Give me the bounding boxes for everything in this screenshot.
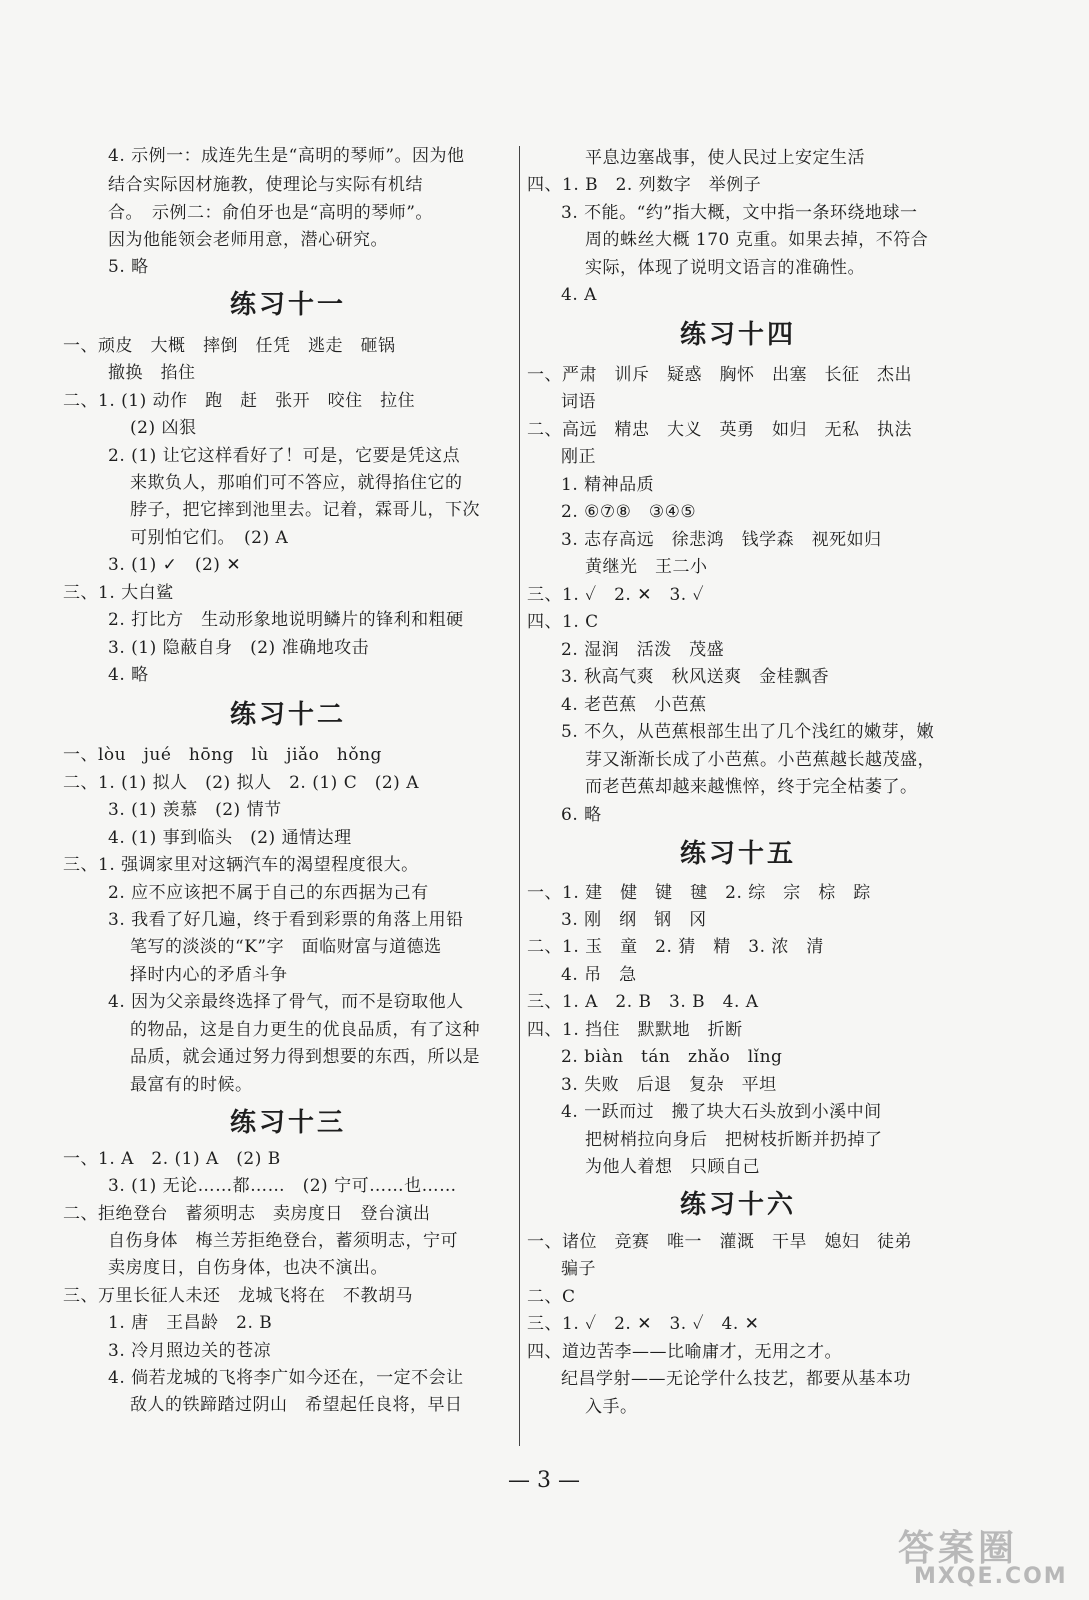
text-line: 3. (1) 无论……都…… (2) 宁可……也…… [108,1176,457,1196]
text-line: 刚正 [561,447,596,467]
text-line: 撤换 掐住 [108,363,196,383]
text-line: 而老芭蕉却越来越憔悴，终于完全枯萎了。 [585,777,918,797]
text-line: 平息边塞战事，使人民过上安定生活 [585,148,865,168]
section-heading: 练习十四 [680,320,797,350]
text-line: 黄继光 王二小 [585,557,708,577]
text-line: 4. 吊 急 [561,965,637,985]
text-line: 4. 老芭蕉 小芭蕉 [561,695,707,715]
text-line: 可别怕它们。 (2) A [130,528,289,548]
text-line: 6. 略 [561,805,602,825]
text-line: 二、1. (1) 拟人 (2) 拟人 2. (1) C (2) A [63,773,419,793]
text-line: 2. (1) 让它这样看好了！可是，它要是凭这点 [108,446,461,466]
text-line: 二、1. (1) 动作 跑 赶 张开 咬住 拉住 [63,391,416,411]
text-line: 二、1. 玉 童 2. 猜 精 3. 浓 清 [527,937,824,957]
text-line: 的物品，这是自力更生的优良品质，有了这种 [130,1020,480,1040]
text-line: 二、C [527,1287,576,1307]
section-heading: 练习十一 [230,290,347,320]
text-line: 实际，体现了说明文语言的准确性。 [585,258,865,278]
text-line: 3. 刚 纲 钢 冈 [561,910,707,930]
text-line: 4. (1) 事到临头 (2) 通情达理 [108,828,352,848]
text-line: 2. biàn tán zhǎo lǐng [561,1047,783,1067]
text-line: 一、严肃 训斥 疑惑 胸怀 出塞 长征 杰出 [527,365,912,385]
text-line: 最富有的时候。 [130,1075,253,1095]
text-line: 三、1. ✓ 2. ✕ 3. ✓ 4. ✕ [527,1314,760,1334]
text-line: 笔写的淡淡的“K”字 面临财富与道德选 [130,937,442,957]
page-number: — 3 — [508,1468,580,1493]
text-line: 3. 冷月照边关的苍凉 [108,1341,272,1361]
watermark-text: 答案圈 [898,1528,1019,1569]
text-line: 3. 我看了好几遍，终于看到彩票的角落上用铅 [108,910,464,930]
text-line: 2. 应不应该把不属于自己的东西据为己有 [108,883,429,903]
text-line: 来欺负人，那咱们可不答应，就得掐住它的 [130,473,463,493]
watermark-domain: MXQE.COM [914,1564,1068,1589]
text-line: 三、1. A 2. B 3. B 4. A [527,992,759,1012]
watermark-logo [888,1520,1083,1594]
text-line: 3. (1) 隐蔽自身 (2) 准确地攻击 [108,638,370,658]
text-line: 三、1. 强调家里对这辆汽车的渴望程度很大。 [63,855,419,875]
text-line: 结合实际因材施教，使理论与实际有机结 [108,175,423,195]
text-line: 入手。 [585,1397,638,1417]
text-line: 三、万里长征人未还 龙城飞将在 不教胡马 [63,1286,413,1306]
text-line: 3. 失败 后退 复杂 平坦 [561,1075,777,1095]
text-line: 2. 湿润 活泼 茂盛 [561,640,725,660]
section-heading: 练习十六 [680,1190,797,1220]
text-line: 2. ⑥⑦⑧ ③④⑤ [561,502,697,522]
text-line: 一、1. A 2. (1) A (2) B [63,1149,281,1169]
text-line: 四、1. B 2. 列数字 举例子 [527,175,762,195]
text-line: 四、1. 挡住 默默地 折断 [527,1020,743,1040]
text-line: 5. 略 [108,257,149,277]
text-line: 为他人着想 只顾自己 [585,1157,760,1177]
text-line: 1. 唐 王昌龄 2. B [108,1313,273,1333]
section-heading: 练习十二 [230,700,347,730]
text-line: 二、高远 精忠 大义 英勇 如归 无私 执法 [527,420,912,440]
text-line: 因为他能领会老师用意，潜心研究。 [108,230,388,250]
text-line: 脖子，把它摔到池里去。记着，霖哥儿，下次 [130,500,480,520]
text-line: 一、lòu jué hōng lù jiǎo hǒng [63,745,382,765]
text-line: 4. 倘若龙城的飞将李广如今还在，一定不会让 [108,1368,464,1388]
text-line: 3. 志存高远 徐悲鸿 钱学森 视死如归 [561,530,882,550]
text-line: 1. 精神品质 [561,475,655,495]
text-line: 纪昌学射——无论学什么技艺，都要从基本功 [561,1369,911,1389]
section-heading: 练习十五 [680,839,797,869]
text-line: 合。 示例二：俞伯牙也是“高明的琴师”。 [108,203,433,223]
text-line: 三、1. 大白鲨 [63,583,174,603]
text-line: 词语 [561,392,596,412]
text-line: 卖房度日，自伤身体，也决不演出。 [108,1258,388,1278]
text-line: 四、1. C [527,612,599,632]
text-line: 把树梢拉向身后 把树枝折断并扔掉了 [585,1130,883,1150]
text-line: 择时内心的矛盾斗争 [130,965,288,985]
text-line: 3. 不能。“约”指大概，文中指一条环绕地球一 [561,203,918,223]
column-divider [519,146,520,1446]
text-line: 四、道边苦李——比喻庸才，无用之才。 [527,1342,842,1362]
text-line: 2. 打比方 生动形象地说明鳞片的锋利和粗硬 [108,610,464,630]
text-line: 敌人的铁蹄踏过阴山 希望起任良将，早日 [130,1395,463,1415]
text-line: 5. 不久，从芭蕉根部生出了几个浅红的嫩芽，嫩 [561,722,935,742]
text-line: 3. (1) 羡慕 (2) 情节 [108,800,282,820]
text-line: 4. 因为父亲最终选择了骨气，而不是窃取他人 [108,992,464,1012]
text-line: 3. (1) ✓ (2) ✕ [108,555,242,575]
text-line: 4. A [561,285,597,305]
text-line: 芽又渐渐长成了小芭蕉。小芭蕉越长越茂盛， [585,750,935,770]
section-heading: 练习十三 [230,1108,347,1138]
text-line: 周的蛛丝大概 170 克重。如果去掉，不符合 [585,230,929,250]
text-line: 二、拒绝登台 蓄须明志 卖房度日 登台演出 [63,1204,431,1224]
text-line: 3. 秋高气爽 秋风送爽 金桂飘香 [561,667,830,687]
text-line: 4. 示例一：成连先生是“高明的琴师”。因为他 [108,146,465,166]
text-line: (2) 凶狠 [130,418,197,438]
text-line: 4. 一跃而过 搬了块大石头放到小溪中间 [561,1102,882,1122]
text-line: 一、1. 建 健 键 毽 2. 综 宗 棕 踪 [527,883,871,903]
text-line: 一、诸位 竞赛 唯一 灌溉 干旱 媳妇 徒弟 [527,1232,912,1252]
text-line: 三、1. ✓ 2. ✕ 3. ✓ [527,585,705,605]
text-line: 骗子 [561,1259,596,1279]
text-line: 4. 略 [108,665,149,685]
text-line: 一、顽皮 大概 摔倒 任凭 逃走 砸锅 [63,336,396,356]
text-line: 自伤身体 梅兰芳拒绝登台，蓄须明志，宁可 [108,1231,458,1251]
text-line: 品质，就会通过努力得到想要的东西，所以是 [130,1047,480,1067]
